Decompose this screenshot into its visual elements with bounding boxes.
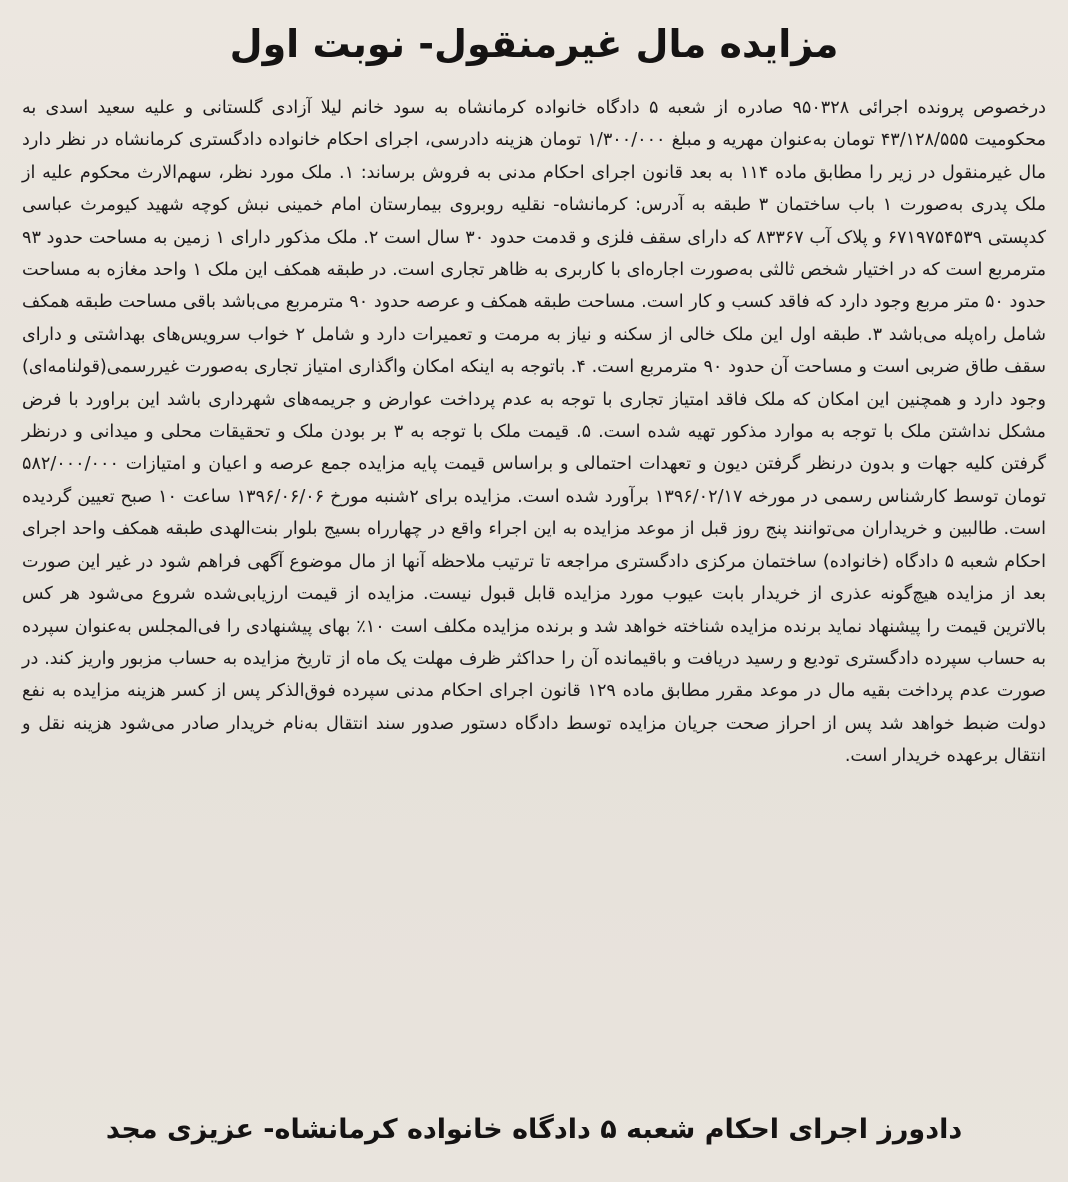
notice-title: مزایده مال غیرمنقول- نوبت اول [229,22,839,66]
notice-body: درخصوص پرونده اجرائی ۹۵۰۳۲۸ صادره از شعبه ۵ دادگاه خانواده کرمانشاه به سود خانم لیلا آزادی گلستانی و علیه سعید اسدی به محکومیت ۴۳/۱۲۸/۵۵۵ تومان به‌عنوان مهریه و مبلغ ۱/۳۰۰/۰۰۰ تومان هزینه دادرسی، اجرای احکام خانواده دادگستری کرمانشاه در نظر دارد مال غیرمنقول در زیر را مطابق ماده ۱۱۴ به بعد قانون اجرای احکام مدنی به فروش برساند: ۱. ملک مورد نظر، سهم‌الارث محکوم علیه از ملک پدری به‌صورت ۱ باب ساختمان ۳ طبقه به آدرس: کرمانشاه- نقلیه روبروی بیمارستان امام خمینی نبش کوچه شهید کیومرث عباسی کدپستی ۶۷۱۹۷۵۴۵۳۹ و پلاک آب ۸۳۳۶۷ که دارای سقف فلزی و قدمت حدود ۳۰ سال است ۲. ملک مذکور دارای ۱ زمین به مساحت حدود ۹۳ مترمربع است که در اختیار شخص ثالثی به‌صورت اجاره‌ای با کاربری به ظاهر تجاری است. در طبقه همکف این ملک ۱ واحد مغازه به مساحت حدود ۵۰ متر مربع وجود دارد که فاقد کسب و کار است. مساحت طبقه همکف و عرصه حدود ۹۰ مترمربع می‌باشد باقی مساحت طبقه همکف شامل راه‌پله می‌باشد ۳. طبقه اول این ملک خالی از سکنه و نیاز به مرمت و تعمیرات دارد و شامل ۲ خواب سرویس‌های بهداشتی و دارای سقف طاق ضربی است و مساحت آن حدود ۹۰ مترمربع است. ۴. باتوجه به اینکه امکان واگذاری امتیاز تجاری به‌صورت غیررسمی(قولنامه‌ای) وجود دارد و همچنین این امکان که ملک فاقد امتیاز تجاری با توجه به عدم پرداخت عوارض و جریمه‌های شهرداری باشد این براورد با فرض مشکل نداشتن ملک با توجه به موارد مذکور تهیه شده است. ۵. قیمت ملک با توجه به ۳ بر بودن ملک و تحقیقات محلی و میدانی و درنظر گرفتن کلیه جهات و بدون درنظر گرفتن دیون و تعهدات احتمالی و براساس قیمت پایه مزایده جمع عرصه و اعیان و امتیازات ۵۸۲/۰۰۰/۰۰۰ تومان توسط کارشناس رسمی در مورخه ۱۳۹۶/۰۲/۱۷ برآورد شده است. مزایده برای ۲شنبه مورخ ۱۳۹۶/۰۶/۰۶ ساعت ۱۰ صبح تعیین گردیده است. طالبین و خریداران می‌توانند پنج روز قبل از موعد مزایده به این اجراء واقع در چهارراه بسیج بلوار بنت‌الهدی طبقه همکف واحد اجرای احکام شعبه ۵ دادگاه (خانواده) ساختمان مرکزی دادگستری مراجعه تا ترتیب ملاحظه آنها از مال موضوع آگهی فراهم شود در غیر این صورت بعد از مزایده هیچ‌گونه عذری از خریدار بابت عیوب مورد مزایده قابل قبول نیست. مزایده از قیمت ارزیابی‌شده شروع می‌شود هر کس بالاترین قیمت را پیشنهاد نماید برنده مزایده شناخته خواهد شد و برنده مزایده مکلف است ۱۰٪ بهای پیشنهادی را فی‌المجلس به‌عنوان سپرده به حساب سپرده دادگستری تودیع و رسید دریافت و باقیمانده آن را حداکثر ظرف مهلت یک ماه از تاریخ مزایده به حساب مزبور واریز کند. در صورت عدم پرداخت بقیه مال در موعد مقرر مطابق ماده ۱۲۹ قانون اجرای احکام مدنی سپرده فوق‌الذکر پس از کسر هزینه مزایده به نفع دولت ضبط خواهد شد پس از احراز صحت جریان مزایده توسط دادگاه دستور صدور سند انتقال به‌نام خریدار صادر می‌شود هزینه نقل و انتقال برعهده خریدار است. [22,98,1047,767]
notice-signature: دادورز اجرای احکام شعبه ۵ دادگاه خانواده کرمانشاه- عزیزی مجد [105,1114,963,1145]
